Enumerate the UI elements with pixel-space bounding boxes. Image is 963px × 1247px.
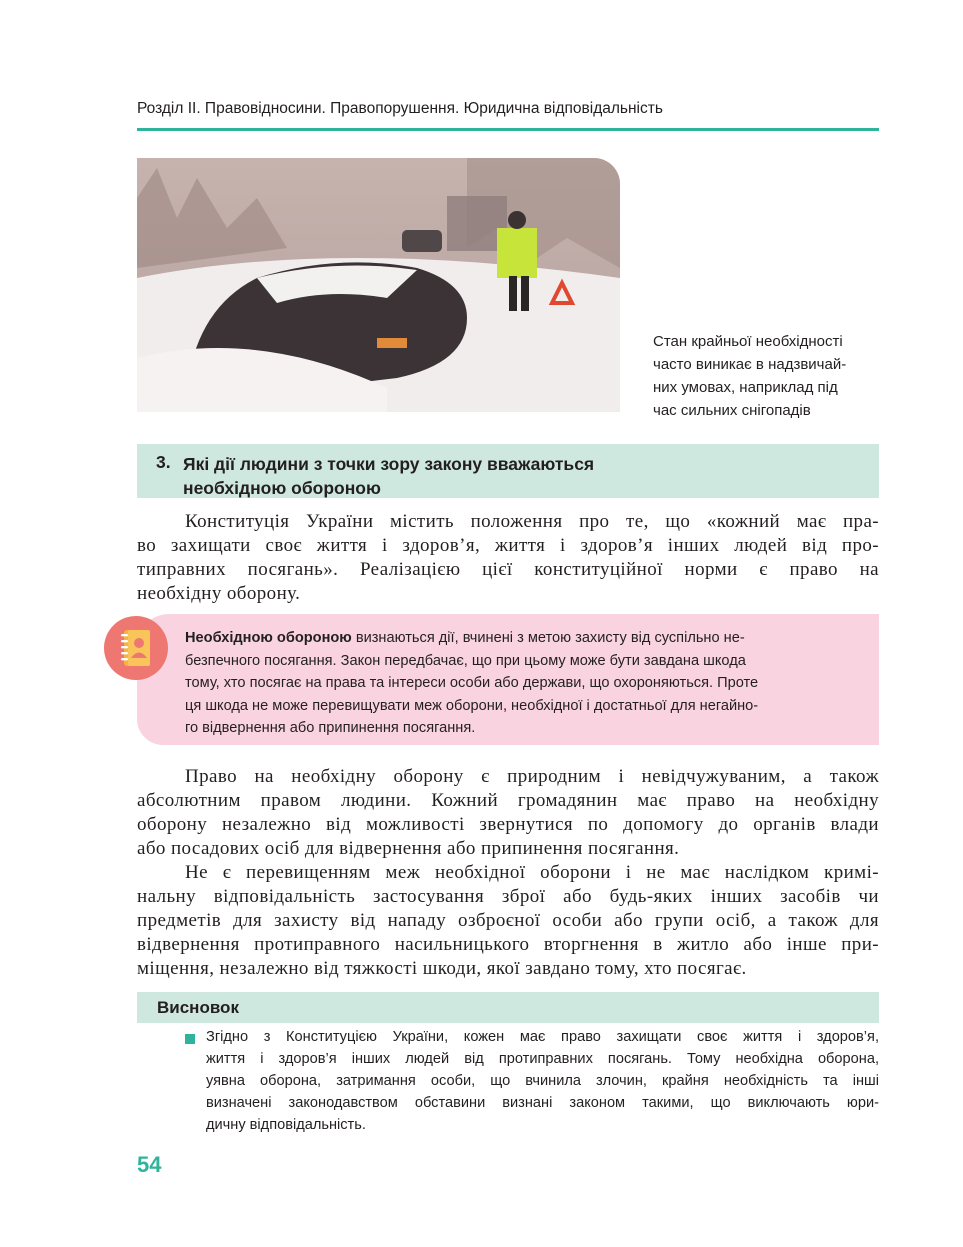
paragraph-line: Не є перевищенням меж необхідної оборони і не має наслідком кримі- xyxy=(185,862,879,883)
paragraph-line: во захищати своє життя і здоров’я, життя і здоров’я інших людей від про- xyxy=(137,535,879,556)
snowstorm-photo xyxy=(137,158,620,412)
definition-line: безпечного посягання. Закон передбачає, що при цьому може бути завдана шкода xyxy=(185,652,746,669)
paragraph-line: типравних посягань». Реалізацією цієї конституційної норми є право на xyxy=(137,559,879,580)
definition-text xyxy=(185,627,857,740)
definition-box xyxy=(137,614,879,745)
paragraph-line: нальну відповідальність застосування зброї або будь-яких інших засобів чи xyxy=(137,886,879,907)
question-number: 3. xyxy=(156,452,171,472)
conclusion-line: визначені законодавством обставини визнані законом такими, що виключають юри- xyxy=(206,1095,879,1111)
definition-line: го відвернення або припинення посягання. xyxy=(185,720,476,736)
definition-line-first xyxy=(185,627,857,650)
definition-first-line: визнаються дії, вчинені з метою захисту від суспільно не- xyxy=(351,630,745,646)
question-line: необхідною обороною xyxy=(183,478,381,498)
paragraph-3 xyxy=(137,861,879,981)
conclusion-line: уявна оборона, затримання особи, що вчинила злочин, крайня необхідність та інші xyxy=(206,1073,879,1089)
definition-term: Необхідною обороною xyxy=(185,630,352,646)
question-heading xyxy=(183,452,594,500)
conclusion-title: Висновок xyxy=(157,998,239,1017)
bullet-square-icon xyxy=(185,1034,195,1044)
conclusion-line: життя і здоров’я інших людей від протиправних посягань. Тому необхідна оборона, xyxy=(206,1051,879,1067)
running-header: Розділ ІІ. Правовідносини. Правопорушення. Юридична відповідальність xyxy=(137,100,663,117)
paragraph-line: оборону незалежно від можливості звернутися по допомогу до органів влади xyxy=(137,814,879,835)
definition-line: ця шкода не може перевищувати меж оборони, необхідної і достатньої для негайно- xyxy=(185,697,759,714)
paragraph-line: необхідну оборону. xyxy=(137,583,301,604)
conclusion-line: дичну відповідальність. xyxy=(206,1117,366,1133)
paragraph-line: або посадових осіб для відвернення або припинення посягання. xyxy=(137,838,680,859)
paragraph-line: Конституція України містить положення про те, що «кожний має пра- xyxy=(185,511,879,532)
header-rule xyxy=(137,128,879,131)
caption-line: часто виникає в надзвичай- xyxy=(653,356,847,373)
paragraph-line: предметів для захисту від нападу озброєної особи або групи осіб, а також для xyxy=(137,910,879,931)
conclusion-text xyxy=(206,1026,879,1136)
conclusion-line: Згідно з Конституцією України, кожен має право захищати своє життя і здоров’я, xyxy=(206,1029,879,1045)
caption-line: них умовах, наприклад під xyxy=(653,379,838,396)
address-book-icon xyxy=(104,616,168,680)
paragraph-1 xyxy=(137,510,879,606)
question-banner xyxy=(137,444,879,498)
conclusion-banner xyxy=(137,992,879,1023)
paragraph-2 xyxy=(137,765,879,861)
definition-line: тому, хто посягає на права та інтереси особи або держави, що охороняються. Проте xyxy=(185,675,759,691)
question-line: Які дії людини з точки зору закону вважаються xyxy=(183,454,595,474)
photo-caption xyxy=(653,330,885,422)
paragraph-line: Право на необхідну оборону є природним і невідчужуваним, а також xyxy=(185,766,879,787)
paragraph-line: відвернення протиправного насильницького вторгнення в житло або інше при- xyxy=(137,934,879,955)
page-number: 54 xyxy=(137,1152,162,1177)
caption-line: час сильних снігопадів xyxy=(653,402,811,419)
caption-line: Стан крайньої необхідності xyxy=(653,333,843,350)
paragraph-line: міщення, незалежно від тяжкості шкоди, якої завдано тому, хто посягає. xyxy=(137,958,747,979)
paragraph-line: абсолютним правом людини. Кожний громадянин має право на необхідну xyxy=(137,790,879,811)
